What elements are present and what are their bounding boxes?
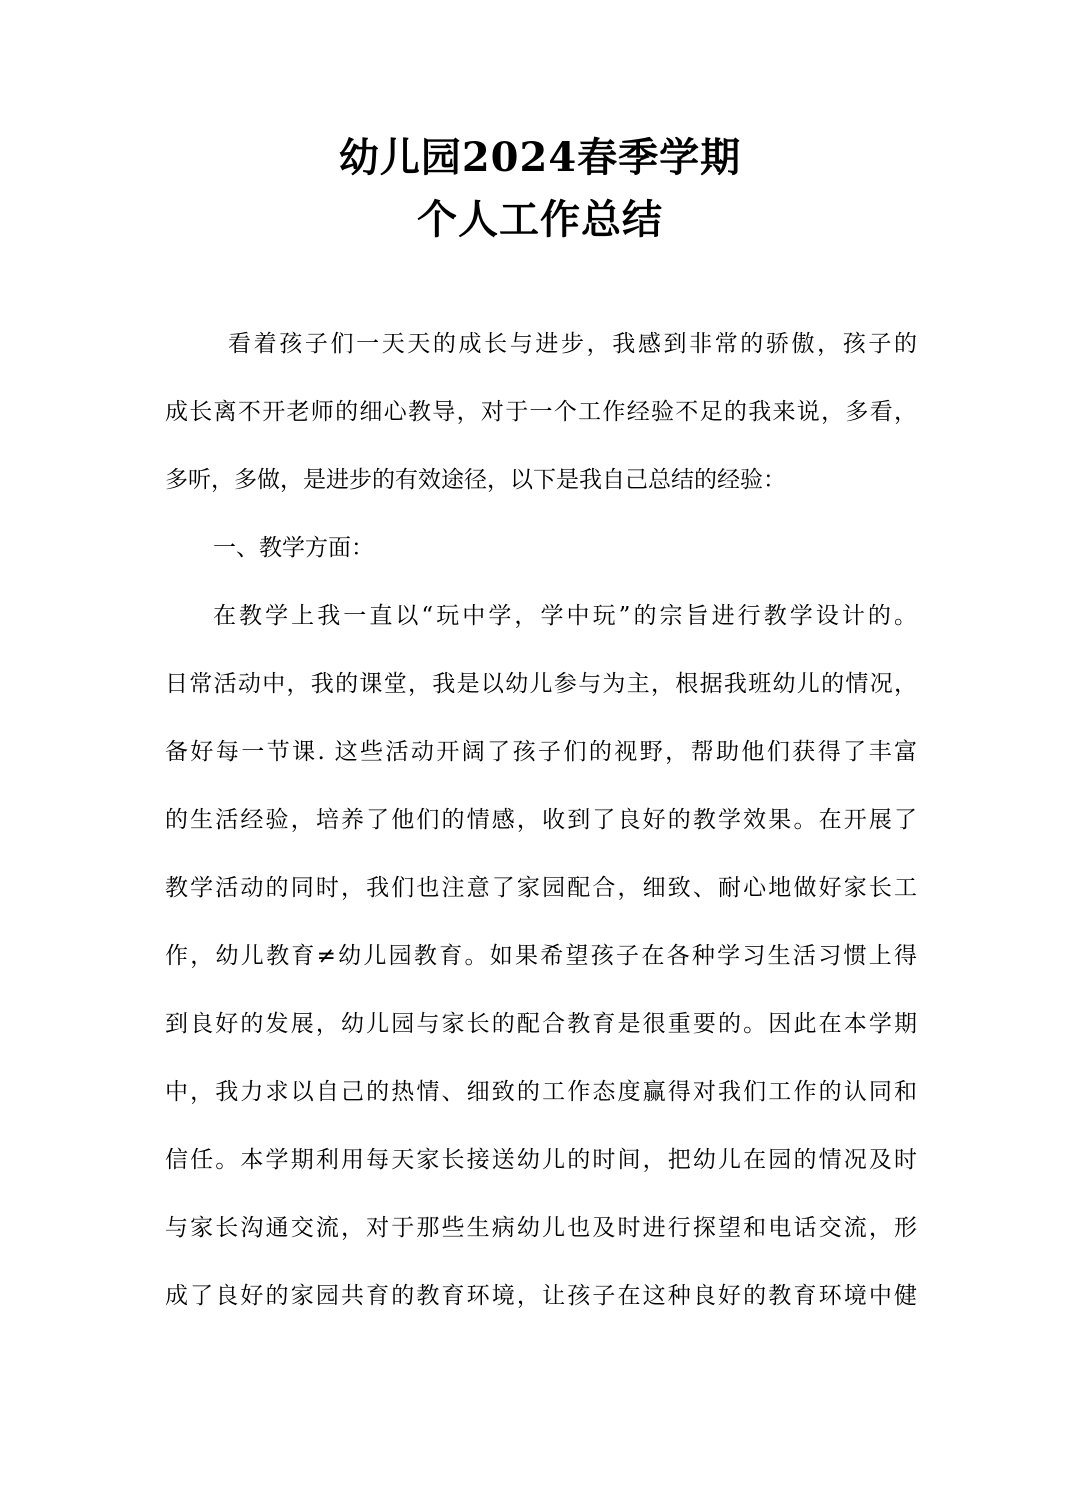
paragraph-line: 教学活动的同时，我们也注意了家园配合，细致、耐心地做好家长工 [165,875,917,901]
paragraph-line: 成长离不开老师的细心教导，对于一个工作经验不足的我来说，多看， [165,399,917,425]
paragraph-line: 与家长沟通交流，对于那些生病幼儿也及时进行探望和电话交流，形 [165,1215,917,1241]
paragraph-line: 日常活动中，我的课堂，我是以幼儿参与为主，根据我班幼儿的情况， [165,671,917,697]
paragraph-line: 信任。本学期利用每天家长接送幼儿的时间，把幼儿在园的情况及时 [165,1147,917,1173]
paragraph-line: 作，幼儿教育≠幼儿园教育。如果希望孩子在各种学习生活习惯上得 [165,943,917,969]
paragraph-line: 到良好的发展，幼儿园与家长的配合教育是很重要的。因此在本学期 [165,1011,917,1037]
paragraph-line: 的生活经验，培养了他们的情感，收到了良好的教学效果。在开展了 [165,807,917,833]
paragraph-line: 在教学上我一直以“玩中学，学中玩”的宗旨进行教学设计的。 [213,603,917,629]
document-body [165,310,917,1330]
paragraph-line: 看着孩子们一天天的成长与进步，我感到非常的骄傲，孩子的 [228,331,917,357]
section-heading: 一、教学方面： [213,535,374,561]
document-title-line-2: 个人工作总结 [417,196,663,243]
paragraph-line: 多听，多做，是进步的有效途径，以下是我自己总结的经验： [165,467,786,493]
paragraph-line: 备好每一节课. 这些活动开阔了孩子们的视野，帮助他们获得了丰富 [165,739,917,765]
paragraph-line: 成了良好的家园共育的教育环境，让孩子在这种良好的教育环境中健 [165,1283,917,1309]
document-title-line-1: 幼儿园2024春季学期 [338,134,742,181]
paragraph-line: 中，我力求以自己的热情、细致的工作态度赢得对我们工作的认同和 [165,1079,917,1105]
